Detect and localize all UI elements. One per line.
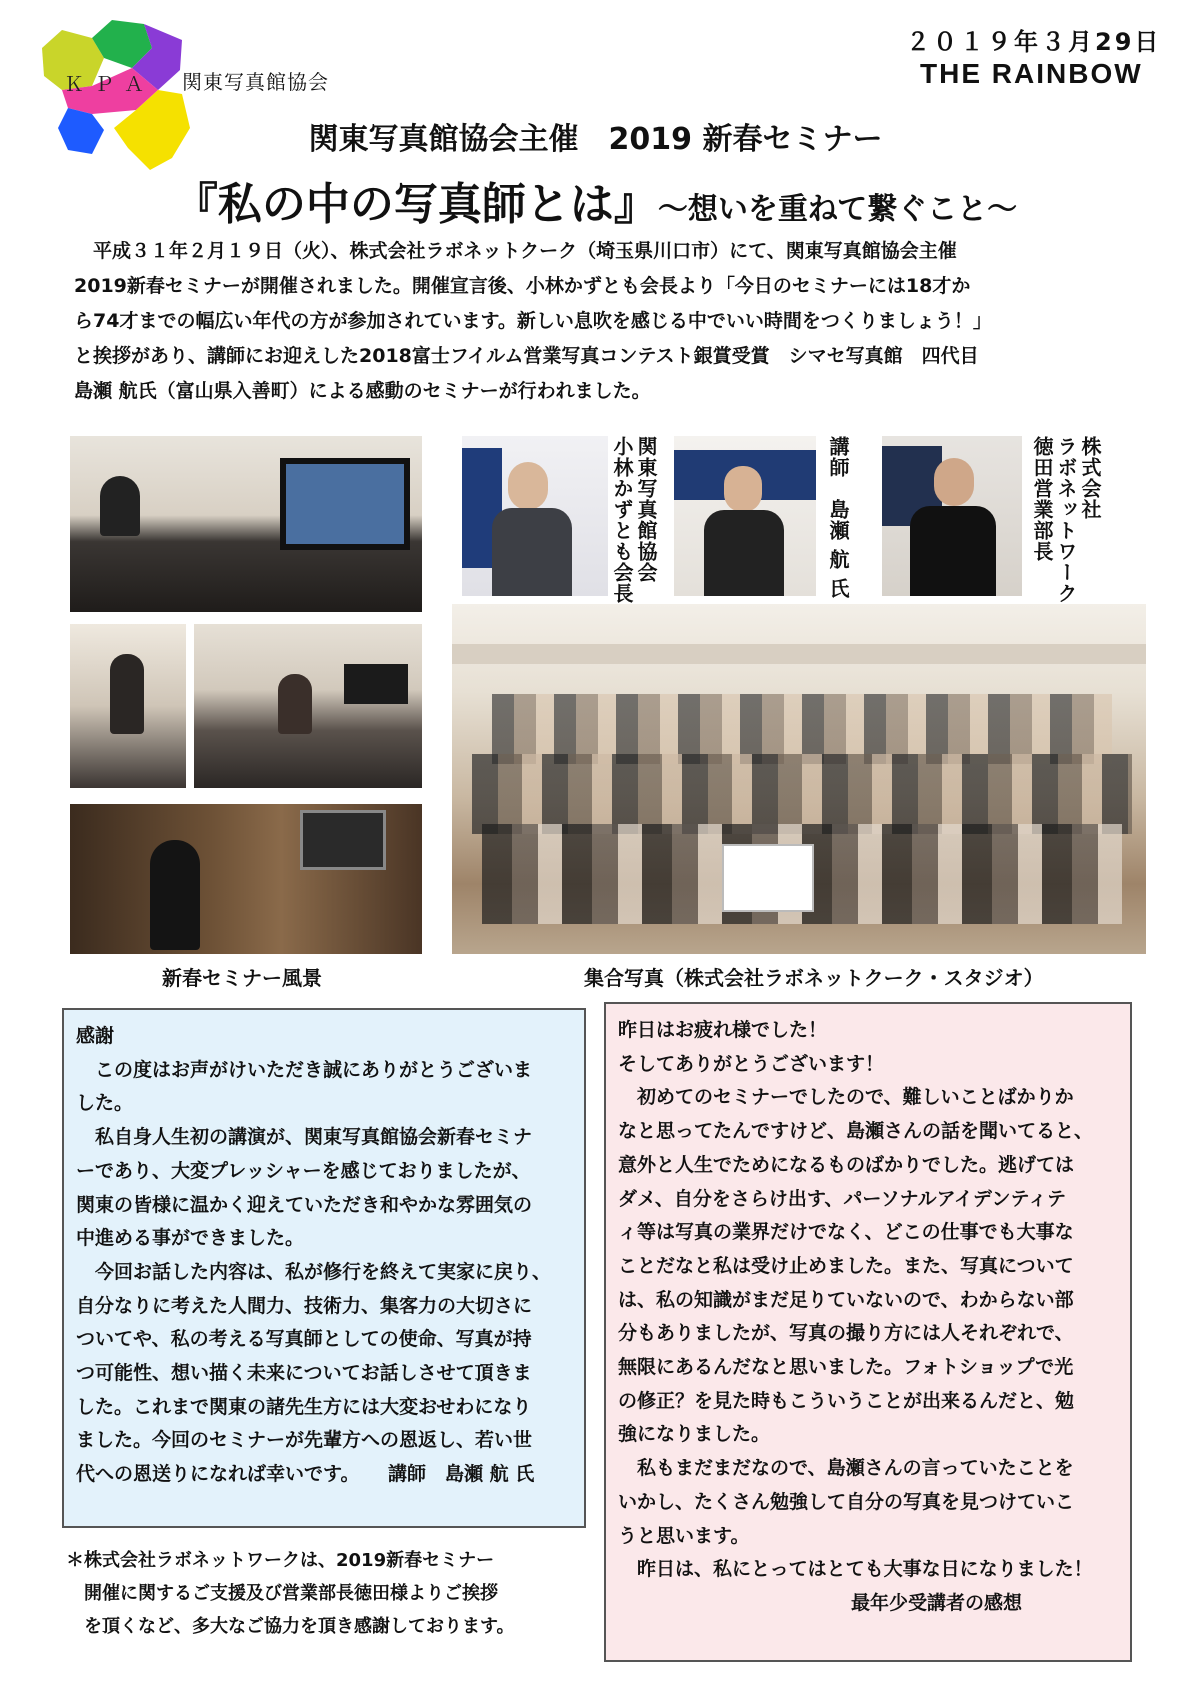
impression-box bbox=[604, 1002, 1132, 1662]
impression-line: なと思ってたんですけど、島瀬さんの話を聞いてると、 bbox=[618, 1120, 1094, 1143]
impression-line: ことだなと私は受け止めました。また、写真について bbox=[618, 1254, 1074, 1277]
intro-line: ら74才までの幅広い年代の方が参加されています。新しい息吹を感じる中でいい時間をつくりましょう！」 bbox=[74, 310, 992, 332]
note-line: ＊株式会社ラボネットワークは、2019新春セミナー bbox=[66, 1550, 495, 1571]
title-sub: 〜想いを重ねて繋ぐこと〜 bbox=[657, 192, 1018, 227]
seminar-photo-3 bbox=[194, 624, 422, 788]
thanks-line: この度はお声がけいただき誠にありがとうございま bbox=[76, 1058, 533, 1081]
thanks-line: 自分なりに考えた人間力、技術力、集客力の大切さに bbox=[76, 1294, 533, 1317]
thanks-line: 今回お話した内容は、私が修行を終えて実家に戻り、 bbox=[76, 1260, 552, 1283]
note-line: 開催に関するご支援及び営業部長徳田様よりご挨拶 bbox=[66, 1583, 498, 1604]
note-line: を頂くなど、多大なご協力を頂き感謝しております。 bbox=[66, 1616, 515, 1637]
seminar-subtitle: 関東写真館協会主催 2019 新春セミナー bbox=[308, 122, 883, 157]
impression-signature: 最年少受講者の感想 bbox=[850, 1591, 1022, 1614]
impression-line: 昨日はお疲れ様でした！ bbox=[618, 1019, 828, 1041]
title-main: 『私の中の写真師とは』 bbox=[173, 179, 658, 230]
impression-line: 無限にあるんだなと思いました。フォトショップで光 bbox=[618, 1356, 1074, 1379]
impression-line: 意外と人生でためになるものばかりでした。逃げては bbox=[618, 1153, 1075, 1176]
impression-line: 強になりました。 bbox=[618, 1423, 771, 1446]
caption-group: 集合写真（株式会社ラボネットクーク・スタジオ） bbox=[584, 966, 1044, 990]
issue-date: ２０１９年３月29日 bbox=[906, 28, 1162, 56]
logo-association-name: 関東写真館協会 bbox=[182, 70, 329, 94]
thanks-line: ついてや、私の考える写真師としての使命、写真が持 bbox=[76, 1328, 532, 1351]
intro-paragraph bbox=[74, 234, 1134, 409]
seminar-photo-2 bbox=[70, 624, 186, 788]
portrait-company bbox=[882, 436, 1022, 596]
caption-scenery: 新春セミナー風景 bbox=[162, 966, 322, 990]
impression-line: ダメ、自分をさらけ出す、パーソナルアイデンティテ bbox=[618, 1187, 1067, 1210]
thanks-line: 私自身人生初の講演が、関東写真館協会新春セミナ bbox=[76, 1126, 533, 1149]
thanks-box bbox=[62, 1008, 586, 1528]
impression-line: ィ等は写真の業界だけでなく、どこの仕事でも大事な bbox=[618, 1221, 1074, 1244]
thanks-line: した。 bbox=[76, 1092, 134, 1115]
impression-line: いかし、たくさん勉強して自分の写真を見つけていこ bbox=[618, 1490, 1075, 1513]
page-title bbox=[0, 168, 1191, 232]
intro-line: 平成３１年２月１９日（火）、株式会社ラボネットクーク（埼玉県川口市）にて、関東写真館協会主催 bbox=[74, 240, 957, 262]
impression-line: そしてありがとうございます！ bbox=[618, 1052, 885, 1075]
intro-line: と挨拶があり、講師にお迎えした2018富士フイルム営業写真コンテスト銀賞受賞 シマセ写真館 四代目 bbox=[74, 345, 979, 367]
group-photo bbox=[452, 604, 1146, 954]
thanks-line: した。これまで関東の諸先生方には大変おせわになり bbox=[76, 1395, 532, 1418]
impression-line: は、私の知識がまだ足りていないので、わからない部 bbox=[618, 1288, 1074, 1311]
portrait-lecturer bbox=[674, 436, 816, 596]
thanks-line: 関東の皆様に温かく迎えていただき和やかな雰囲気の bbox=[76, 1193, 533, 1216]
portrait-chairman bbox=[462, 436, 608, 596]
label-lecturer: 講師 島瀬 航 氏 bbox=[826, 436, 850, 599]
thanks-line: 代への恩送りになれば幸いです。 講師 島瀬 航 氏 bbox=[76, 1463, 535, 1486]
thanks-line: 感謝 bbox=[76, 1025, 115, 1047]
intro-line: 島瀬 航氏（富山県入善町）による感動のセミナーが行われました。 bbox=[74, 380, 651, 402]
thanks-line: つ可能性、想い描く未来についてお話しさせて頂きま bbox=[76, 1362, 532, 1385]
label-chairman: 関東写真館協会 小林かずとも会長 bbox=[610, 436, 658, 604]
intro-line: 2019新春セミナーが開催されました。開催宣言後、小林かずとも会長より「今日のセミナーには18才か bbox=[74, 275, 971, 297]
impression-line: うと思います。 bbox=[618, 1524, 750, 1547]
thanks-line: 中進める事ができました。 bbox=[76, 1227, 305, 1250]
impression-line: 昨日は、私にとってはとても大事な日になりました！ bbox=[618, 1558, 1093, 1581]
support-note bbox=[66, 1544, 586, 1643]
impression-line: の修正？を見た時もこういうことが出来るんだと、勉 bbox=[618, 1389, 1075, 1412]
seminar-photo-4 bbox=[70, 804, 422, 954]
impression-line: 私もまだまだなので、島瀬さんの言っていたことを bbox=[618, 1457, 1074, 1480]
thanks-line: ーであり、大変プレッシャーを感じておりましたが、 bbox=[76, 1159, 531, 1182]
seminar-photo-1 bbox=[70, 436, 422, 612]
impression-line: 分もありましたが、写真の撮り方には人それぞれで、 bbox=[618, 1322, 1074, 1345]
thanks-line: ました。今回のセミナーが先輩方への恩返し、若い世 bbox=[76, 1429, 533, 1452]
label-company: 株式会社 ラボネットワーク 徳田営業部長 bbox=[1030, 436, 1102, 604]
newsletter-name: THE RAINBOW bbox=[920, 58, 1143, 89]
logo-kpa-text: ＫＰＡ bbox=[64, 72, 154, 96]
impression-line: 初めてのセミナーでしたので、難しいことばかりか bbox=[618, 1086, 1074, 1109]
